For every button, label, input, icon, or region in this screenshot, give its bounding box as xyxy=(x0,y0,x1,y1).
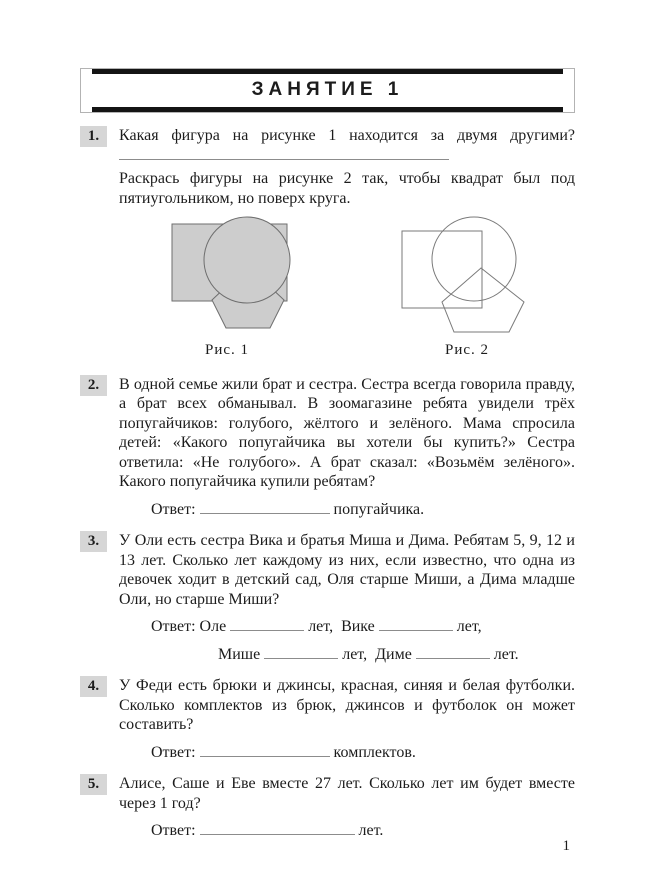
problem-3-number: 3. xyxy=(80,531,107,552)
problem-1-question: Какая фигура на рисунке 1 находится за двумя другими? xyxy=(119,127,575,144)
answer-label: Ответ: xyxy=(151,743,196,761)
problem-2-body xyxy=(119,375,575,520)
problem-3-answer-line-3 xyxy=(264,646,338,659)
problem-4-text: У Феди есть брюки и джинсы, красная, синяя и белая футболки. Сколько комплектов из брюк, джинсов и футболок он может составить? xyxy=(119,677,575,733)
problem-1 xyxy=(80,126,575,363)
answer-suffix: лет, xyxy=(456,618,482,635)
problem-5-number: 5. xyxy=(80,774,107,795)
problem-3-answer-row-1 xyxy=(151,617,575,637)
problem-5-text: Алисе, Саше и Еве вместе 27 лет. Сколько лет им будет вместе через 1 год? xyxy=(119,775,575,812)
figure-1 xyxy=(147,216,307,361)
problem-4 xyxy=(80,676,575,762)
problem-4-body xyxy=(119,676,575,762)
lesson-title: ЗАНЯТИЕ 1 xyxy=(251,79,404,100)
problem-3-answer-row-2 xyxy=(218,645,575,665)
problem-2-answer-line xyxy=(200,501,330,514)
problem-4-answer-row xyxy=(151,743,575,763)
square-outline-shape xyxy=(402,231,482,308)
figure-2-drawing xyxy=(397,216,537,338)
answer-suffix: лет. xyxy=(358,822,384,839)
figure-2-caption: Рис. 2 xyxy=(444,342,490,358)
problem-3-answer-line-1 xyxy=(230,618,304,631)
lesson-header-rule xyxy=(92,69,563,112)
problem-5 xyxy=(80,774,575,841)
answer-name: Оле xyxy=(199,618,227,635)
page-number: 1 xyxy=(562,838,570,854)
problem-1-number: 1. xyxy=(80,126,107,147)
problem-3-answer-line-2 xyxy=(379,618,453,631)
problem-3-body xyxy=(119,531,575,664)
problem-5-answer-line xyxy=(200,822,355,835)
problem-2-answer-row xyxy=(151,500,575,520)
answer-suffix: лет. xyxy=(493,645,519,663)
problem-3-answer-line-4 xyxy=(416,646,490,659)
answer-name: Мише xyxy=(218,645,261,663)
problem-5-body xyxy=(119,774,575,841)
problem-1-body xyxy=(119,126,575,363)
figure-2 xyxy=(397,216,537,361)
problem-3-text: У Оли есть сестра Вика и братья Миша и Дима. Ребятам 5, 9, 12 и 13 лет. Сколько лет каждому из них, если известно, что одна из девочек ходит в детский сад, Оля старше Миши, а Дима младше Оли, но старше Миши? xyxy=(119,532,575,608)
problem-3 xyxy=(80,531,575,664)
lesson-header xyxy=(80,68,575,113)
answer-name: Диме xyxy=(375,645,412,663)
problem-4-number: 4. xyxy=(80,676,107,697)
figure-1-caption: Рис. 1 xyxy=(204,342,250,358)
problem-4-answer-line xyxy=(200,744,330,757)
figure-1-drawing xyxy=(147,216,307,338)
problem-1-answer-line xyxy=(119,147,449,160)
answer-label: Ответ: xyxy=(151,500,196,518)
answer-label: Ответ: xyxy=(151,618,196,635)
circle-shape xyxy=(204,217,290,303)
answer-suffix: попугайчика. xyxy=(333,500,425,518)
problem-2 xyxy=(80,375,575,520)
answer-name: Вике xyxy=(341,618,375,635)
problem-5-answer-row xyxy=(151,821,575,841)
figures-row xyxy=(147,216,575,361)
problem-1-question-line xyxy=(119,126,575,165)
circle-outline-shape xyxy=(432,217,516,301)
answer-label: Ответ: xyxy=(151,822,196,839)
answer-suffix: комплектов. xyxy=(333,743,416,761)
problem-2-number: 2. xyxy=(80,375,107,396)
problem-2-text: В одной семье жили брат и сестра. Сестра всегда говорила правду, а брат всех обманывал. В зоомагазине ребята увидели трёх попугайчиков: голубого, жёлтого и зелёного. Мама спросила детей: «Какого попугайчика вы хотели бы купить?» Сестра ответила: «Не голубого». А брат сказал: «Возьмём зелёного». Какого попугайчика купили ребятам? xyxy=(119,375,575,490)
problem-1-instruction: Раскрась фигуры на рисунке 2 так, чтобы квадрат был под пятиугольником, но поверх круга. xyxy=(119,170,575,207)
answer-suffix: лет, xyxy=(308,618,334,635)
answer-suffix: лет, xyxy=(342,645,368,663)
